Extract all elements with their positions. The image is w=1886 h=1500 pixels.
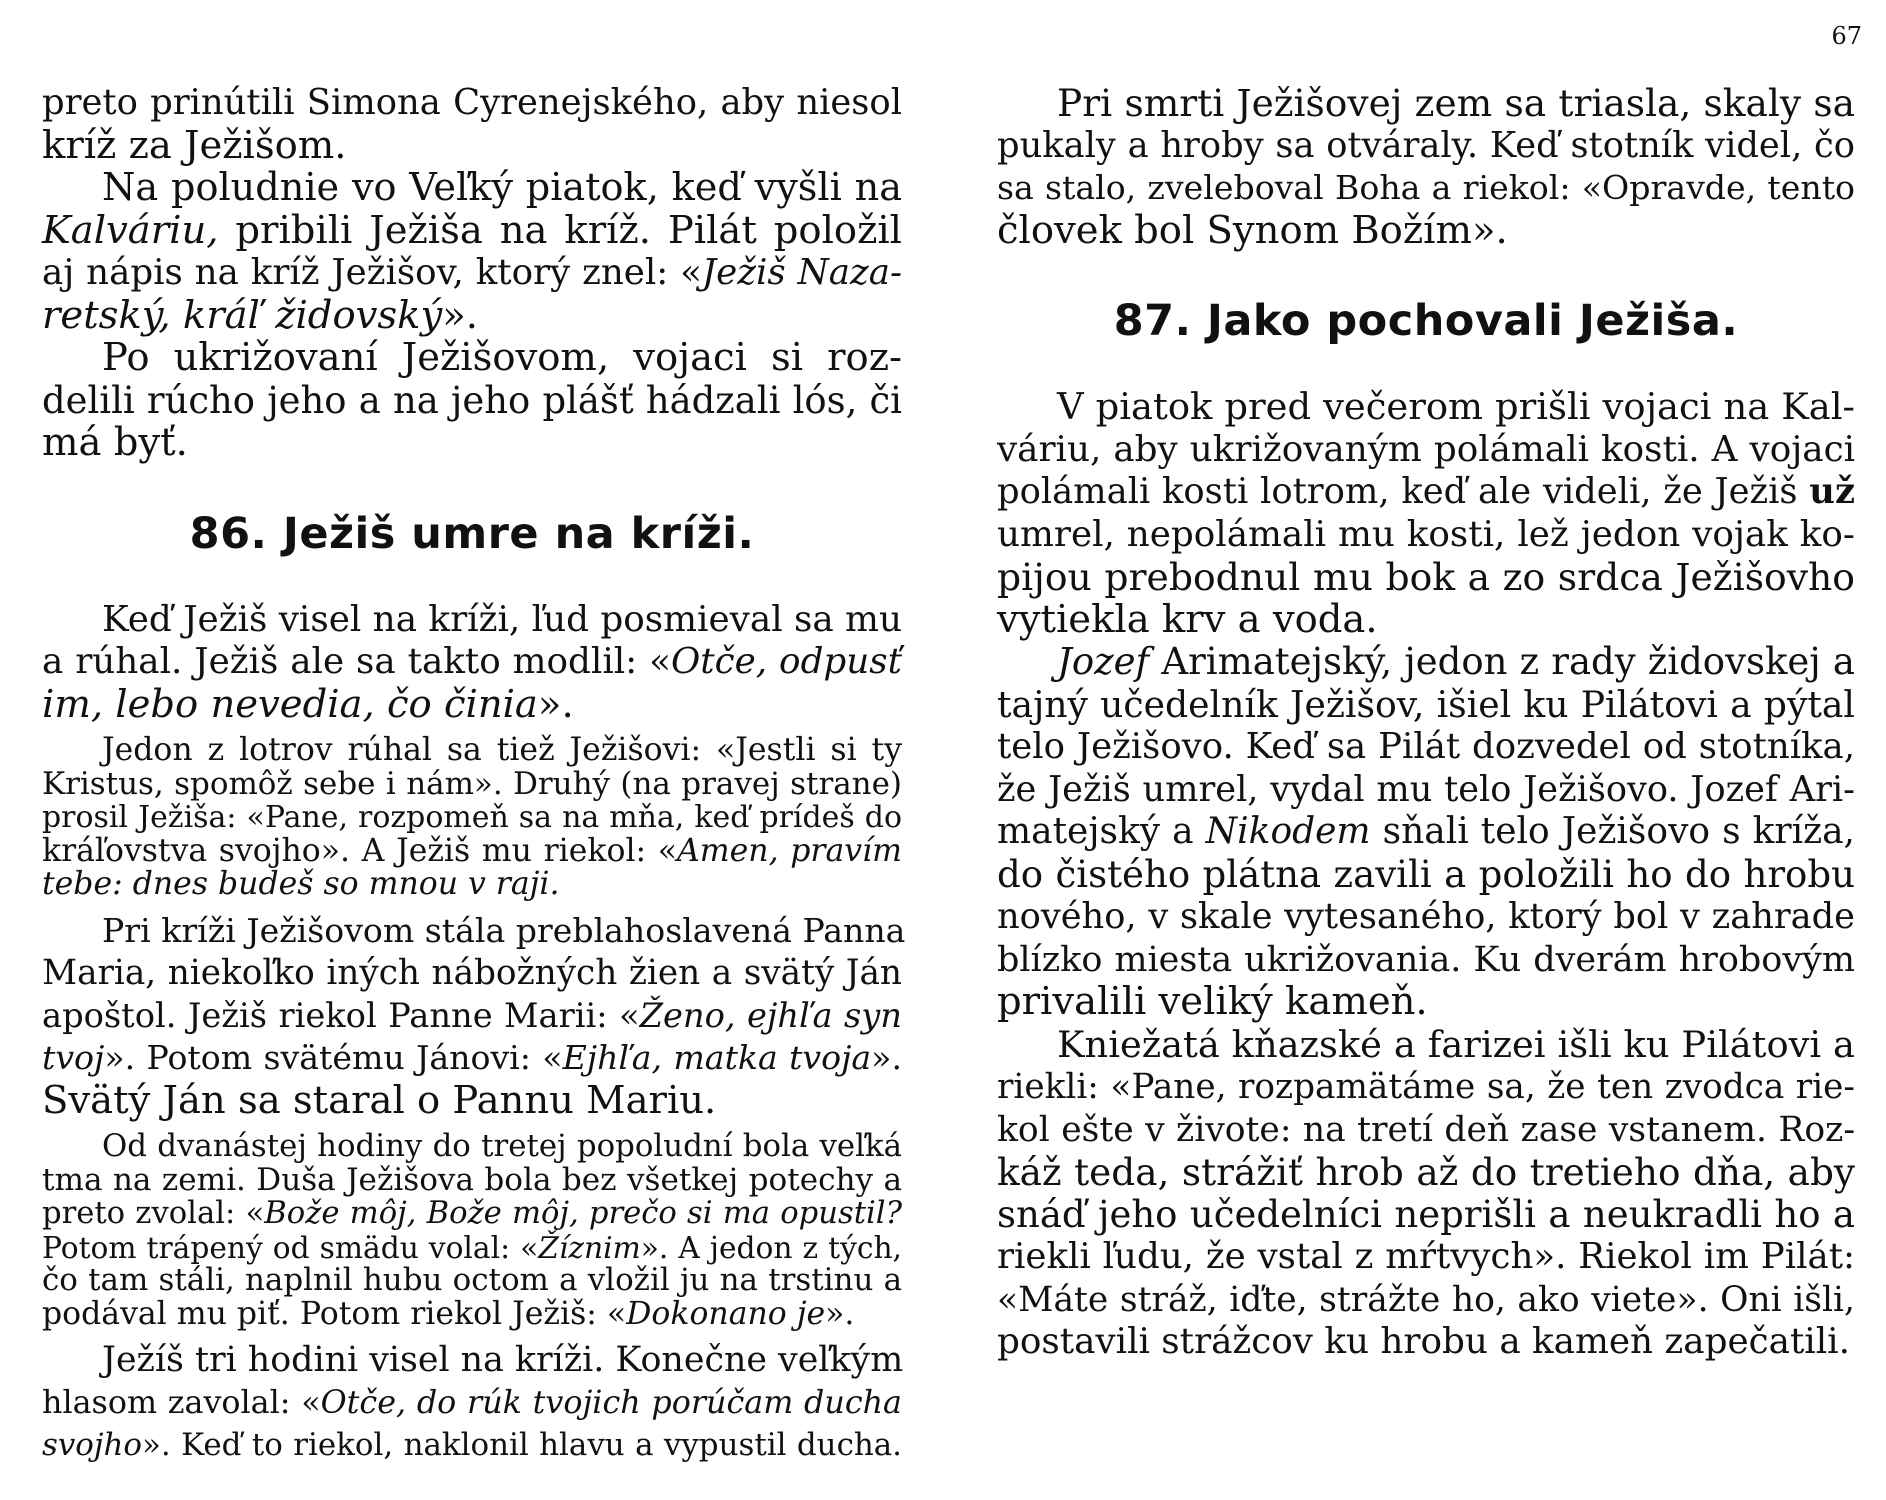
- text-line: [42, 995, 902, 1038]
- text-line: Keď Ježiš visel na kríži, ľud posmieval sa mu: [102, 598, 902, 640]
- text-line: Pri kríži Ježišovom stála preblahoslavená Panna: [102, 910, 906, 950]
- text-line: kol ešte v živote: na tretí deň zase vstanem. Roz-: [997, 1109, 1855, 1150]
- text-line: [42, 1037, 902, 1080]
- text-line: Kristus, spomôž sebe i nám». Druhý (na pravej strane): [42, 765, 902, 802]
- italic-text: Otče, odpusť: [671, 641, 902, 682]
- text-line: Jedon z lotrov rúhal sa tiež Ježišovi: «Jestli si ty: [102, 732, 902, 768]
- italic-text: Nikodem: [1205, 811, 1371, 852]
- text-span: polámali kosti lotrom, keď ale videli, že Ježiš: [997, 471, 1810, 512]
- text-line: postavili strážcov ku hrobu a kameň zapečatili.: [997, 1321, 1850, 1362]
- text-line: [42, 1231, 902, 1265]
- text-line: Od dvanástej hodiny do tretej popoludní bola veľká: [102, 1128, 902, 1164]
- paragraph: [997, 1024, 1855, 1364]
- text-span: kráľovstva svojho». A Ježiš mu riekol: «: [42, 832, 678, 869]
- text-line: preto prinútili Simona Cyrenejského, aby niesol: [42, 82, 902, 123]
- text-line: nového, v skale vytesaného, ktorý bol v zahrade: [997, 896, 1855, 937]
- text-span: a rúhal. Ježiš ale sa takto modlil: «: [42, 641, 671, 682]
- paragraph: [42, 910, 906, 1123]
- italic-text: Amen, pravím: [677, 832, 902, 869]
- text-line: tebe: dnes budeš so mnou v raji.: [42, 866, 560, 902]
- italic-text: Jozef: [1057, 640, 1150, 683]
- text-line: [997, 811, 1855, 854]
- italic-text: Ježiš Naza-: [701, 252, 902, 293]
- text-line: [42, 252, 902, 295]
- text-line: [42, 292, 902, 338]
- paragraph: [42, 82, 902, 167]
- italic-text: Bože môj, Bože môj, prečo si ma opustil?: [264, 1196, 903, 1231]
- italic-text: Otče, do rúk tvojich porúčam ducha: [320, 1384, 902, 1421]
- text-span: ». A jedon z tých,: [640, 1229, 902, 1265]
- italic-text: retský, kráľ židovský: [42, 292, 443, 338]
- text-span: Arimatejský, jedon z rady židovskej a: [1149, 640, 1855, 683]
- italic-text: Žíznim: [538, 1229, 641, 1265]
- text-line: že Ježiš umrel, vydal mu telo Ježišovo. Jozef Ari-: [997, 768, 1855, 810]
- italic-text: svojho: [42, 1427, 142, 1463]
- text-line: človek bol Synom Božím».: [997, 207, 1508, 253]
- italic-text: Ejhľa, matka tvoja: [562, 1038, 872, 1077]
- text-line: riekli: «Pane, rozpamätáme sa, že ten zvodca rie-: [997, 1067, 1855, 1107]
- text-span: pribili Ježiša na kríž. Pilát položil: [218, 207, 902, 253]
- bold-text: už: [1809, 471, 1855, 512]
- right-column: [997, 82, 1855, 1364]
- small-paragraph: [42, 734, 902, 902]
- text-line: káž teda, strážiť hrob až do tretieho dňa, aby: [997, 1150, 1855, 1194]
- text-line: Pri smrti Ježišovej zem sa triasla, skaly sa: [1057, 81, 1855, 125]
- text-span: sňali telo Ježišovo s kríža,: [1370, 811, 1855, 852]
- text-line: blízko miesta ukrižovania. Ku dverám hrobovým: [997, 939, 1855, 980]
- text-span: apoštol. Ježiš riekol Panne Marii: «: [42, 995, 640, 1035]
- text-span: ».: [871, 1038, 902, 1077]
- text-line: [42, 1424, 902, 1467]
- text-span: ».: [442, 292, 479, 338]
- section-heading-87: 87. Jako pochovali Ježiša.: [1113, 296, 1739, 346]
- paragraph: [997, 82, 1855, 252]
- text-span: Potom trápený od smädu volal: «: [42, 1229, 539, 1265]
- text-line: [42, 1295, 902, 1332]
- text-line: delili rúcho jeho a na jeho plášť hádzali lós, či: [42, 378, 902, 422]
- text-line: [42, 1382, 902, 1425]
- italic-text: im, lebo nevedia, čo činia: [42, 681, 538, 727]
- text-line: [997, 471, 1855, 514]
- left-column: [42, 82, 906, 1467]
- paragraph: [997, 641, 1855, 1024]
- text-line: [42, 207, 902, 253]
- text-span: ».: [537, 681, 574, 727]
- text-line: «Máte stráž, iďte, strážte ho, ako viete». Oni išli,: [997, 1279, 1855, 1320]
- text-line: Svätý Ján sa staral o Pannu Mariu.: [42, 1077, 717, 1123]
- text-line: [42, 681, 902, 727]
- text-line: vytiekla krv a voda.: [997, 596, 1378, 642]
- text-span: ».: [825, 1295, 855, 1332]
- text-line: váriu, aby ukrižovaným polámali kosti. A vojaci: [997, 428, 1855, 470]
- text-line: privalili veliký kameň.: [997, 979, 1428, 1024]
- italic-text: Kalváriu,: [42, 207, 219, 253]
- text-line: [42, 641, 902, 684]
- text-line: pijou prebodnul mu bok a zo srdca Ježišovho: [997, 555, 1855, 599]
- text-line: prosil Ježiša: «Pane, rozpomeň sa na mňa, keď prídeš do: [42, 800, 902, 835]
- section-heading-86: 86. Ježiš umre na kríži.: [189, 508, 755, 559]
- text-line: umrel, nepolámali mu kosti, lež jedon vojak ko-: [997, 513, 1855, 555]
- paragraph: [42, 167, 902, 337]
- small-paragraph: [42, 1130, 902, 1331]
- text-span: ». Keď to riekol, naklonil hlavu a vypustil ducha.: [141, 1427, 902, 1463]
- text-line: má byť.: [42, 420, 188, 465]
- paragraph: [42, 337, 902, 465]
- text-line: [997, 641, 1855, 684]
- text-line: do čistého plátna zavili a položili ho do hrobu: [997, 852, 1855, 896]
- italic-text: Ženo, ejhľa syn: [639, 995, 902, 1035]
- text-span: ». Potom svätému Jánovi: «: [104, 1038, 563, 1077]
- text-line: sa stalo, zveleboval Boha a riekol: «Opravde, tento: [997, 168, 1855, 207]
- text-line: snáď jeho učedelníci neprišli a neukradli ho a: [997, 1192, 1855, 1236]
- text-line: Kniežatá kňazské a farizei išli ku Pilátovi a: [1057, 1022, 1855, 1066]
- paragraph: [42, 599, 902, 727]
- text-line: riekli ľudu, že vstal z mŕtvych». Riekol im Pilát:: [997, 1236, 1855, 1277]
- text-line: Maria, niekoľko iných nábožných žien a svätý Ján: [42, 953, 902, 993]
- text-line: kríž za Ježišom.: [42, 122, 347, 168]
- text-line: Po ukrižovaní Ježišovom, vojaci si roz-: [102, 335, 902, 380]
- text-line: [42, 832, 902, 869]
- text-line: telo Ježišovo. Keď sa Pilát dozvedel od stotníka,: [997, 726, 1855, 767]
- text-span: preto zvolal: «: [42, 1196, 265, 1231]
- text-line: Na poludnie vo Veľký piatok, keď vyšli na: [102, 166, 902, 210]
- right-page: [943, 0, 1886, 1500]
- text-span: matejský a: [997, 811, 1206, 852]
- text-span: hlasom zavolal: «: [42, 1384, 321, 1421]
- page-number: 67: [1831, 22, 1862, 50]
- paragraph: [42, 1339, 902, 1467]
- text-line: V piatok pred večerom prišli vojaci na Kal-: [1057, 385, 1855, 428]
- text-line: [42, 1197, 902, 1231]
- text-line: Ježíš tri hodini visel na kríži. Konečne veľkým: [102, 1340, 904, 1380]
- text-line: tajný učedelník Ježišov, išiel ku Pilátovi a pýtal: [997, 682, 1855, 726]
- italic-text: Dokonano je: [626, 1295, 826, 1332]
- text-span: aj nápis na kríž Ježišov, ktorý znel: «: [42, 252, 702, 293]
- text-line: tma na zemi. Duša Ježišova bola bez všetkej potechy a: [42, 1161, 902, 1198]
- italic-text: tvoj: [42, 1038, 105, 1077]
- text-line: čo tam stáli, naplnil hubu octom a vložil ju na trstinu a: [42, 1262, 902, 1298]
- text-span: podával mu piť. Potom riekol Ježiš: «: [42, 1295, 627, 1332]
- paragraph: [997, 386, 1855, 641]
- text-line: pukaly a hroby sa otváraly. Keď stotník videl, čo: [997, 124, 1855, 166]
